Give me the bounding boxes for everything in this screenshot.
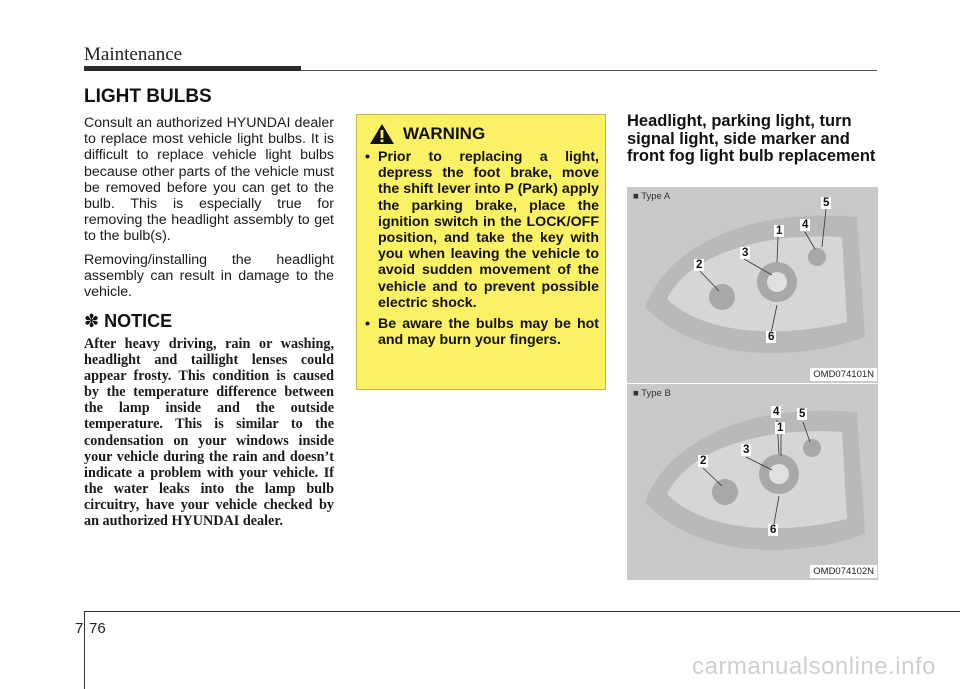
footer-rule	[84, 611, 960, 612]
headlamp-illustration-a	[627, 187, 878, 383]
callout-2: 2	[696, 259, 703, 271]
callout-4: 4	[773, 406, 780, 418]
section-title: Maintenance	[84, 44, 183, 65]
figure-b-code: OMD074102N	[810, 565, 877, 578]
intro-paragraph-1: Consult an authorized HYUNDAI dealer to replace most vehicle light bulbs. It is difficult to replace vehicle light bulbs because other parts of the vehicle must be removed before you can get to the bulb. This is especially true for removing the headlight assembly to get to the bulb(s).	[84, 115, 334, 245]
callout-6: 6	[770, 524, 777, 536]
warning-triangle-icon	[369, 123, 395, 145]
callout-6: 6	[768, 331, 775, 343]
notice-title: ✽ NOTICE	[84, 311, 173, 331]
warning-header	[369, 123, 485, 145]
warning-list	[365, 149, 599, 353]
warning-item: • Prior to replacing a light, depress the foot brake, move the shift lever into P (Park) apply the parking brake, place the ignition switch in the LOCK/OFF position, and take the key with you when leaving the vehicle to avoid sudden movement of the vehicle and to prevent possible electric shock.	[365, 149, 599, 311]
figure-a-code: OMD074101N	[810, 368, 877, 381]
watermark: carmanualsonline.info	[692, 653, 936, 680]
intro-paragraph-2: Removing/installing the headlight assembly can result in damage to the vehicle.	[84, 251, 334, 301]
warning-label: WARNING	[403, 124, 486, 143]
callout-5: 5	[799, 408, 806, 420]
warning-item: • Be aware the bulbs may be hot and may burn your fingers.	[365, 316, 599, 348]
chapter-number: 7	[75, 620, 84, 637]
callout-1: 1	[777, 422, 784, 434]
figure-type-a	[627, 187, 878, 383]
page-title: LIGHT BULBS	[84, 86, 212, 107]
header-bar	[84, 66, 301, 71]
callout-1: 1	[776, 225, 783, 237]
warning-box	[356, 114, 606, 390]
callout-3: 3	[742, 247, 749, 259]
figure-b-label: ■ Type B	[633, 388, 671, 399]
notice-body: After heavy driving, rain or washing, headlight and taillight lenses could appear frosty. This condition is caused by the temperature difference between the lamp inside and the outside temperature. This is similar to the condensation on your windows inside your vehicle during the rain and doesn’t indicate a problem with your vehicle. If the water leaks into the lamp bulb circuitry, have your vehicle checked by an authorized HYUNDAI dealer.	[84, 336, 334, 530]
headlamp-illustration-b	[627, 384, 878, 580]
page-number: 76	[89, 620, 106, 637]
header-rule	[301, 70, 877, 71]
bulb-replacement-heading: Headlight, parking light, turn signal light, side marker and front fog light bulb replacement	[627, 112, 876, 166]
callout-4: 4	[802, 219, 809, 231]
figure-type-b	[627, 384, 878, 580]
callout-2: 2	[700, 455, 707, 467]
callout-3: 3	[743, 444, 750, 456]
footer-divider	[84, 611, 85, 689]
intro-text	[84, 115, 334, 307]
callout-5: 5	[823, 197, 830, 209]
figure-a-label: ■ Type A	[633, 191, 671, 202]
